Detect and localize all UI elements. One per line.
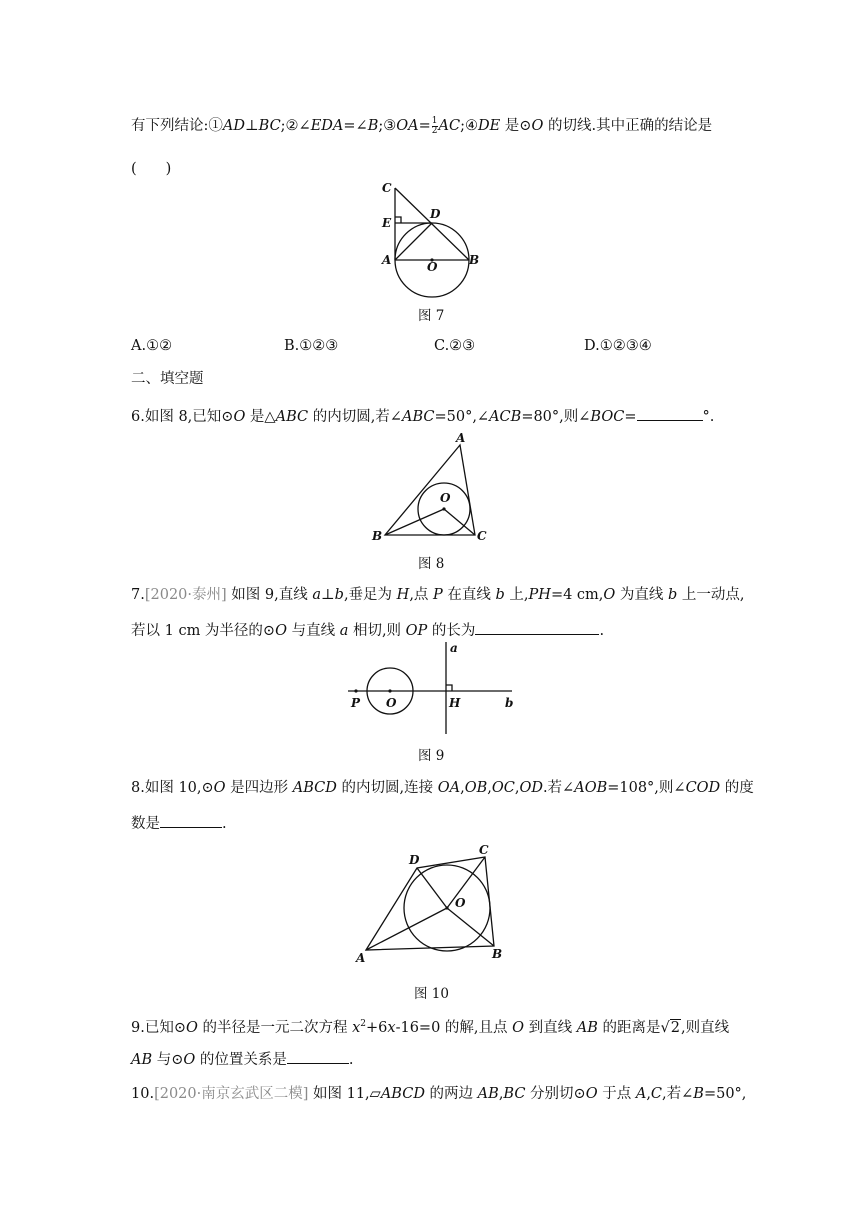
fig9-right-angle-mark — [446, 685, 452, 691]
fig10-label-a: A — [356, 951, 366, 965]
q10-stem-line1: 10.[2020·南京玄武区二模] 如图 11,▱ABCD 的两边 AB,BC 分别切⊙O 于点 A,C,若∠B=50°, — [131, 1086, 747, 1102]
choice-b[interactable]: B.①②③ — [284, 338, 339, 354]
fig10-line-od — [417, 868, 447, 908]
fig9-label-b: b — [505, 696, 514, 710]
q5-answer-paren: ( ) — [131, 161, 172, 177]
fig10-label-o: O — [455, 896, 466, 910]
fig7-label-b: B — [469, 253, 480, 267]
fig10-label-d: D — [409, 853, 420, 867]
figure-8 — [365, 425, 495, 545]
fig9-label-a: a — [450, 641, 458, 655]
fig10-line-oc — [447, 857, 485, 908]
fig10-line-oa — [366, 908, 447, 950]
fig9-label-p: P — [351, 696, 361, 710]
fig7-label-c: C — [382, 181, 392, 195]
fig7-label-a: A — [382, 253, 392, 267]
fig7-label-e: E — [382, 216, 392, 230]
q5-stem: 有下列结论:①AD⊥BC;②∠EDA=∠B;③OA= $\frac{1}{2}$ AC;④DE 是⊙O 的切线.其中正确的结论是 — [131, 115, 713, 136]
figure-7 — [360, 178, 500, 288]
fig10-caption: 图 10 — [414, 986, 449, 1002]
section-title: 二、填空题 — [131, 371, 204, 387]
fig10-label-b: B — [492, 947, 503, 961]
q6-stem: 6.如图 8,已知⊙O 是△ABC 的内切圆,若∠ABC=50°,∠ACB=80°,则∠BOC= °. — [131, 406, 714, 427]
fig8-caption: 图 8 — [418, 556, 445, 572]
fig7-caption: 图 7 — [418, 308, 445, 324]
fig9-label-h: H — [449, 696, 461, 710]
q8-stem-line2: 数是 . — [131, 813, 227, 834]
q8-answer-blank[interactable] — [160, 813, 222, 828]
fig8-label-o: O — [440, 491, 451, 505]
q7-stem-line1: 7.[2020·泰州] 如图 9,直线 a⊥b,垂足为 H,点 P 在直线 b 上,PH=4 cm,O 为直线 b 上一动点, — [131, 587, 745, 603]
figure-9 — [340, 640, 530, 740]
choice-d[interactable]: D.①②③④ — [584, 338, 652, 354]
q9-answer-blank[interactable] — [287, 1049, 349, 1064]
fig9-center-dot — [388, 689, 391, 692]
fig8-label-a: A — [456, 431, 466, 445]
q6-answer-blank[interactable] — [637, 406, 703, 421]
q8-stem-line1: 8.如图 10,⊙O 是四边形 ABCD 的内切圆,连接 OA,OB,OC,OD.若∠AOB=108°,则∠COD 的度 — [131, 780, 754, 796]
fig7-label-o: O — [427, 260, 438, 274]
q9-stem-line1: 9.已知⊙O 的半径是一元二次方程 $x^2+6x-16=0$ 的解,且点 O 到直线 AB 的距离是√2,则直线 — [131, 1019, 730, 1036]
fig10-center-dot — [445, 906, 448, 909]
fig8-label-b: B — [372, 529, 383, 543]
q7-answer-blank[interactable] — [475, 620, 599, 635]
q7-stem-line2: 若以 1 cm 为半径的⊙O 与直线 a 相切,则 OP 的长为 . — [131, 620, 604, 641]
q9-stem-line2: AB 与⊙O 的位置关系是 . — [131, 1049, 354, 1070]
fig8-center-dot — [442, 507, 445, 510]
figure-10 — [350, 840, 510, 970]
choice-c[interactable]: C.②③ — [434, 338, 476, 354]
fig9-caption: 图 9 — [418, 748, 445, 764]
sqrt-two: √2 — [660, 1019, 680, 1036]
fig9-point-p — [354, 689, 357, 692]
fig9-label-o: O — [386, 696, 397, 710]
choice-a[interactable]: A.①② — [131, 338, 173, 354]
fig8-label-c: C — [477, 529, 487, 543]
fig10-line-ob — [447, 908, 494, 946]
fig7-label-d: D — [430, 207, 441, 221]
fig7-right-angle-mark — [395, 217, 401, 223]
fig10-label-c: C — [479, 843, 489, 857]
fraction-one-half: $\frac{1}{2}$ — [431, 115, 438, 136]
fig8-line-ob — [385, 509, 444, 535]
